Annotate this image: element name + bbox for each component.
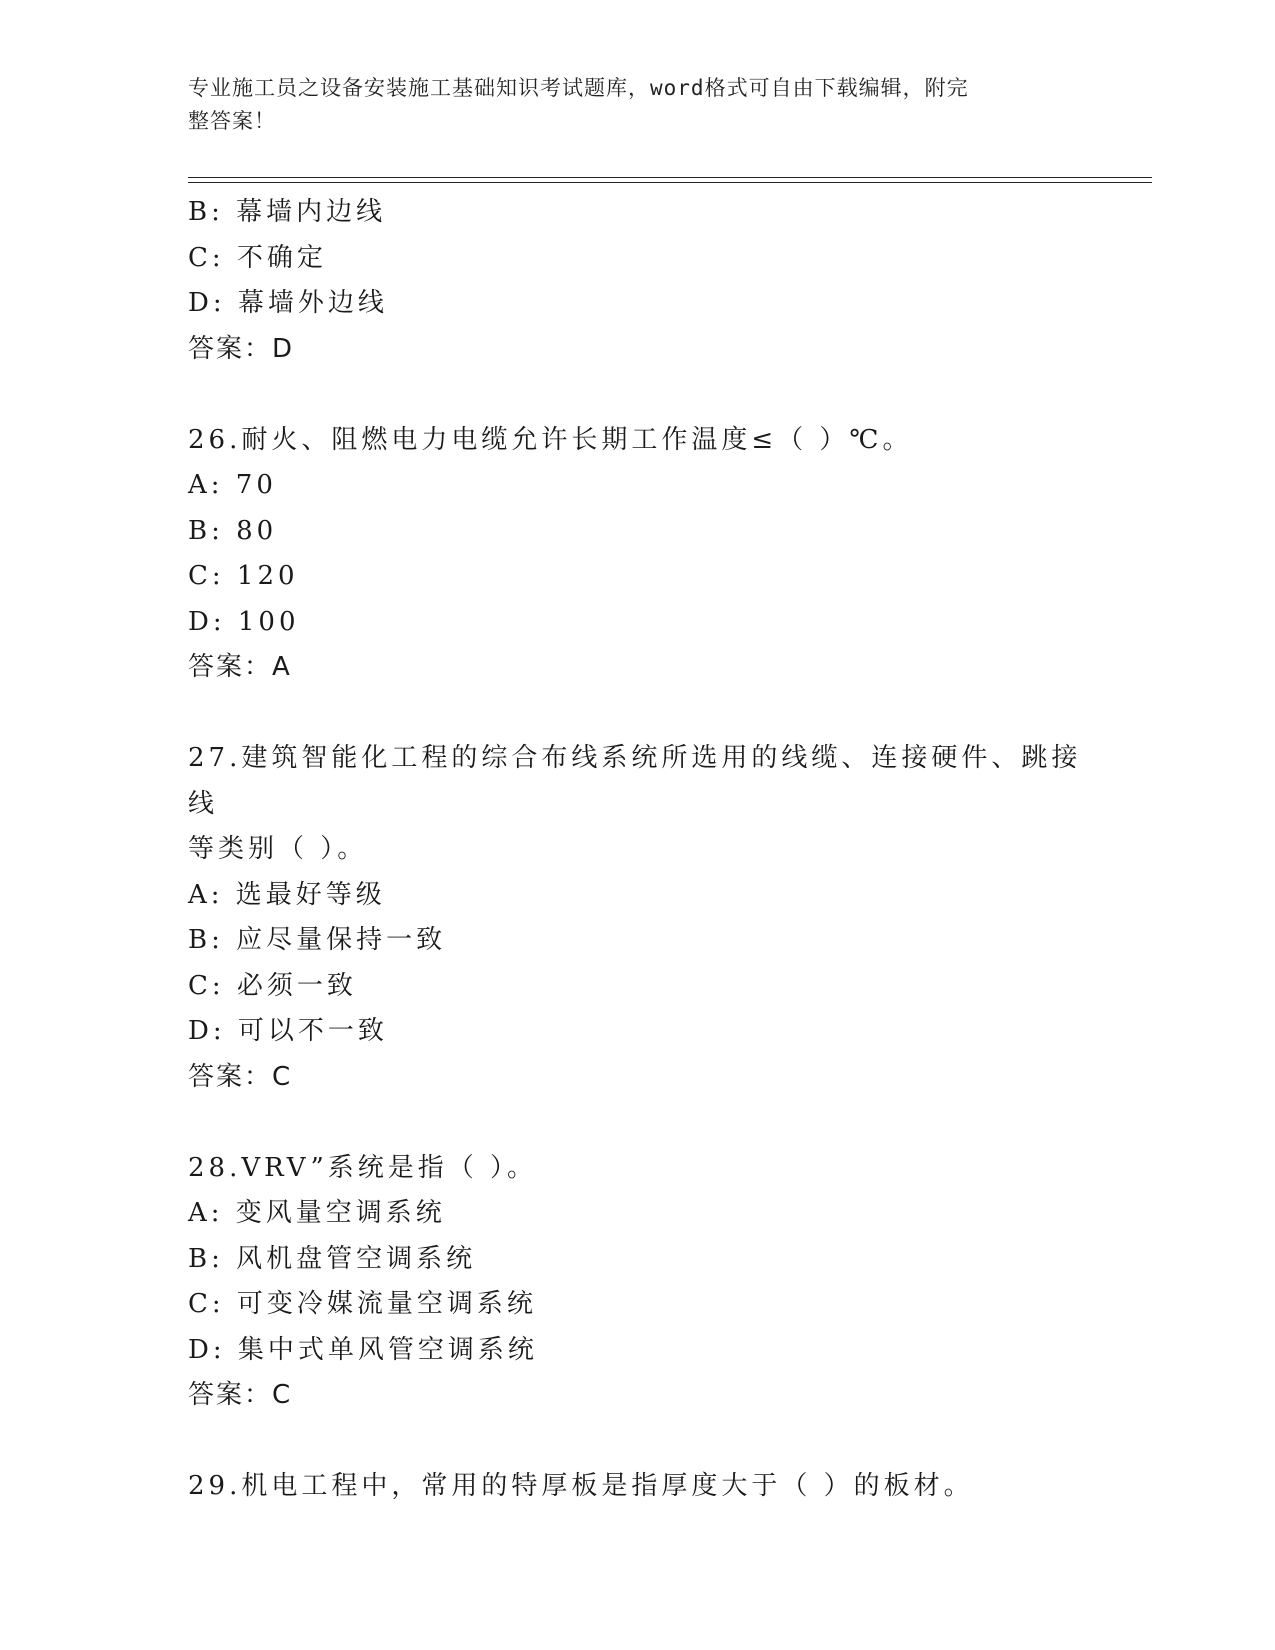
header-line-1: 专业施工员之设备安装施工基础知识考试题库，word格式可自由下载编辑，附完 [188, 76, 969, 100]
option-a: A: 70 [188, 470, 277, 500]
answer: 答案：A [188, 652, 292, 682]
option-c: C: 120 [188, 561, 299, 591]
question-stem: 29.机电工程中，常用的特厚板是指厚度大于（ ）的板材。 [188, 1471, 974, 1501]
option-b: B: 80 [188, 515, 278, 546]
option-c: C: 可变冷媒流量空调系统 [188, 1289, 537, 1319]
question-list [188, 190, 1088, 1510]
option-b: B: 风机盘管空调系统 [188, 1243, 477, 1274]
spacer [188, 1419, 1088, 1465]
header-rule-bottom [188, 182, 1152, 183]
option-b: B: 幕墙内边线 [188, 197, 387, 227]
option-a: A: 选最好等级 [188, 879, 386, 910]
spacer [188, 1100, 1088, 1146]
question-stem-line-1: 27.建筑智能化工程的综合布线系统所选用的线缆、连接硬件、跳接线 [188, 743, 1082, 819]
answer: 答案：C [188, 1380, 293, 1410]
question-stem-line-2: 等类别（ ）。 [188, 834, 368, 864]
answer: 答案：D [188, 333, 295, 364]
question-26 [188, 418, 1088, 691]
question-27 [188, 736, 1088, 1100]
option-c: C: 必须一致 [188, 970, 357, 1001]
spacer [188, 691, 1088, 737]
question-25-tail [188, 190, 1088, 372]
option-d: D: 集中式单风管空调系统 [188, 1334, 538, 1365]
option-d: D: 可以不一致 [188, 1016, 388, 1046]
header-rule-top [188, 177, 1152, 178]
question-29 [188, 1464, 1088, 1510]
question-stem: 26.耐火、阻燃电力电缆允许长期工作温度≤（ ）℃。 [188, 424, 913, 455]
question-28 [188, 1146, 1088, 1419]
header-line-2: 整答案！ [188, 109, 276, 133]
option-b: B: 应尽量保持一致 [188, 925, 447, 955]
option-a: A: 变风量空调系统 [188, 1198, 446, 1228]
answer: 答案：C [188, 1061, 293, 1092]
option-c: C: 不确定 [188, 242, 327, 273]
option-d: D: 幕墙外边线 [188, 288, 388, 318]
option-d: D: 100 [188, 606, 300, 637]
spacer [188, 372, 1088, 418]
document-header [188, 72, 1068, 138]
question-stem: 28.VRV”系统是指（ ）。 [188, 1152, 538, 1183]
